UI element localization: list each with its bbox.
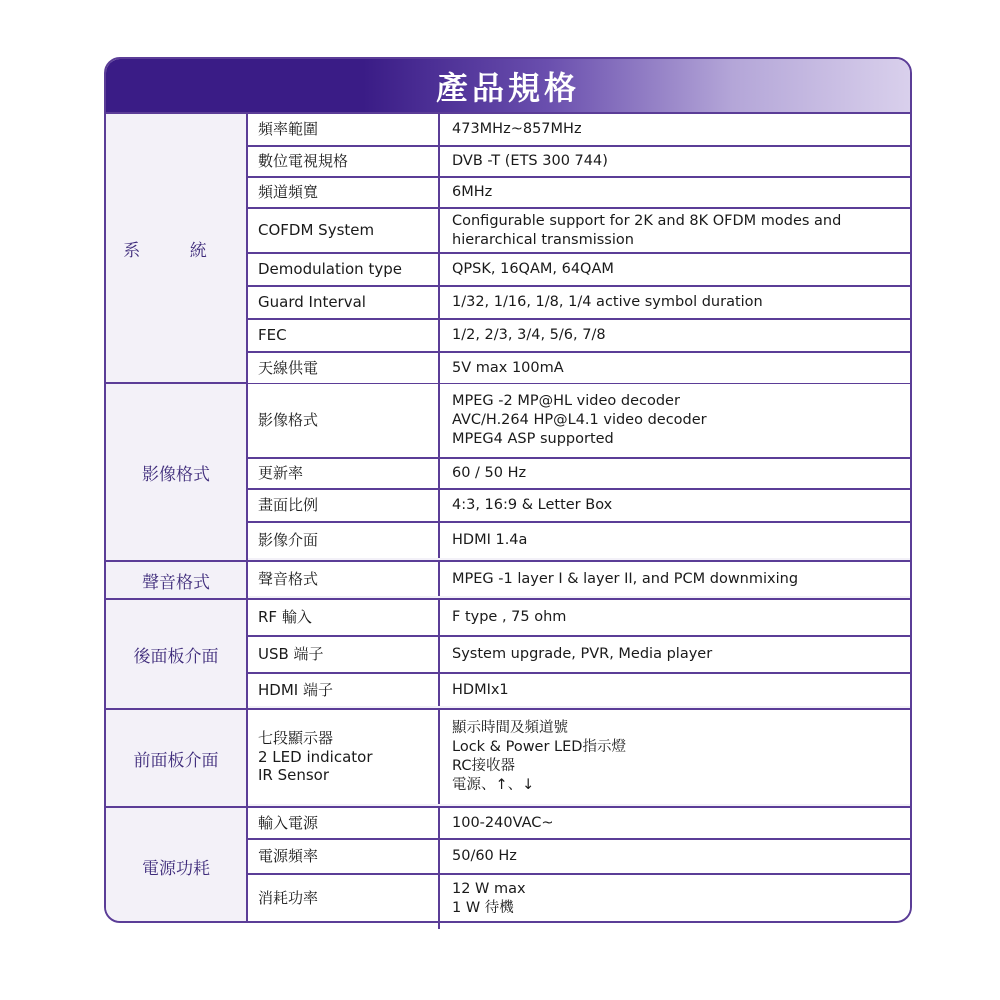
spec-group [106,114,910,384]
spec-row [248,384,910,459]
spec-value: 5V max 100mA [440,353,910,383]
spec-value: 6MHz [440,178,910,207]
spec-value: 12 W max 1 W 待機 [440,875,910,922]
spec-row [248,114,910,147]
page-title: 產品規格 [435,68,580,107]
spec-name: 畫面比例 [248,490,440,521]
spec-header [106,59,910,114]
spec-name: 天線供電 [248,353,440,383]
spec-row [248,840,910,875]
spec-row [248,254,910,287]
spec-name: 更新率 [248,459,440,488]
spec-row [248,490,910,523]
spec-value: 50/60 Hz [440,840,910,873]
spec-group [106,808,910,923]
spec-row [248,353,910,383]
spec-row [248,147,910,178]
spec-name: 消耗功率 [248,875,440,922]
spec-name: COFDM System [248,209,440,252]
spec-row [248,674,910,706]
spec-name: RF 輸入 [248,600,440,635]
spec-value: F type , 75 ohm [440,600,910,635]
spec-name: 數位電視規格 [248,147,440,176]
spec-value: MPEG -2 MP@HL video decoder AVC/H.264 HP@L4.1 video decoder MPEG4 ASP supported [440,384,910,457]
spec-name: HDMI 端子 [248,674,440,706]
group-label: 前面板介面 [106,710,248,806]
spec-name: Guard Interval [248,287,440,318]
spec-row [248,209,910,254]
spec-value: DVB -T (ETS 300 744) [440,147,910,176]
spec-value: 60 / 50 Hz [440,459,910,488]
group-label: 電源功耗 [106,808,248,923]
group-rows [248,600,910,708]
spec-value: 473MHz~857MHz [440,114,910,145]
spec-name: USB 端子 [248,637,440,672]
spec-name: Demodulation type [248,254,440,285]
spec-row [248,178,910,209]
group-rows [248,808,910,923]
spec-body [106,114,910,923]
group-label: 後面板介面 [106,600,248,708]
spec-row [248,710,910,804]
spec-value: MPEG -1 layer I & layer II, and PCM downmixing [440,562,910,596]
spec-name: 頻道頻寬 [248,178,440,207]
group-label: 系 統 [106,114,248,382]
spec-group [106,600,910,710]
spec-name: 頻率範圍 [248,114,440,145]
spec-value: 100-240VAC~ [440,808,910,838]
spec-value: 1/32, 1/16, 1/8, 1/4 active symbol duration [440,287,910,318]
spec-row [248,875,910,922]
spec-name: 影像格式 [248,384,440,457]
spec-row [248,287,910,320]
spec-name: 輸入電源 [248,808,440,838]
spec-name: 影像介面 [248,523,440,558]
spec-name: 七段顯示器 2 LED indicator IR Sensor [248,710,440,804]
spec-row [248,320,910,353]
spec-row [248,523,910,558]
spec-group [106,384,910,562]
spec-name: 聲音格式 [248,562,440,596]
spec-value: 4:3, 16:9 & Letter Box [440,490,910,521]
spec-value: 顯示時間及頻道號 Lock & Power LED指示燈 RC接收器 電源、↑、↓ [440,710,910,804]
divider-tail [438,923,440,929]
spec-row [248,808,910,840]
spec-group [106,710,910,808]
spec-row [248,637,910,674]
spec-value: System upgrade, PVR, Media player [440,637,910,672]
group-rows [248,710,910,806]
spec-value: Configurable support for 2K and 8K OFDM modes and hierarchical transmission [440,209,910,252]
group-rows [248,114,910,382]
spec-table-card [104,57,912,923]
spec-value: HDMIx1 [440,674,910,706]
spec-row [248,562,910,596]
spec-name: 電源頻率 [248,840,440,873]
group-rows [248,384,910,560]
group-rows [248,562,910,598]
group-label: 聲音格式 [106,562,248,598]
spec-group [106,562,910,600]
spec-row [248,600,910,637]
spec-name: FEC [248,320,440,351]
spec-value: 1/2, 2/3, 3/4, 5/6, 7/8 [440,320,910,351]
group-label: 影像格式 [106,384,248,560]
spec-value: HDMI 1.4a [440,523,910,558]
spec-row [248,459,910,490]
spec-value: QPSK, 16QAM, 64QAM [440,254,910,285]
